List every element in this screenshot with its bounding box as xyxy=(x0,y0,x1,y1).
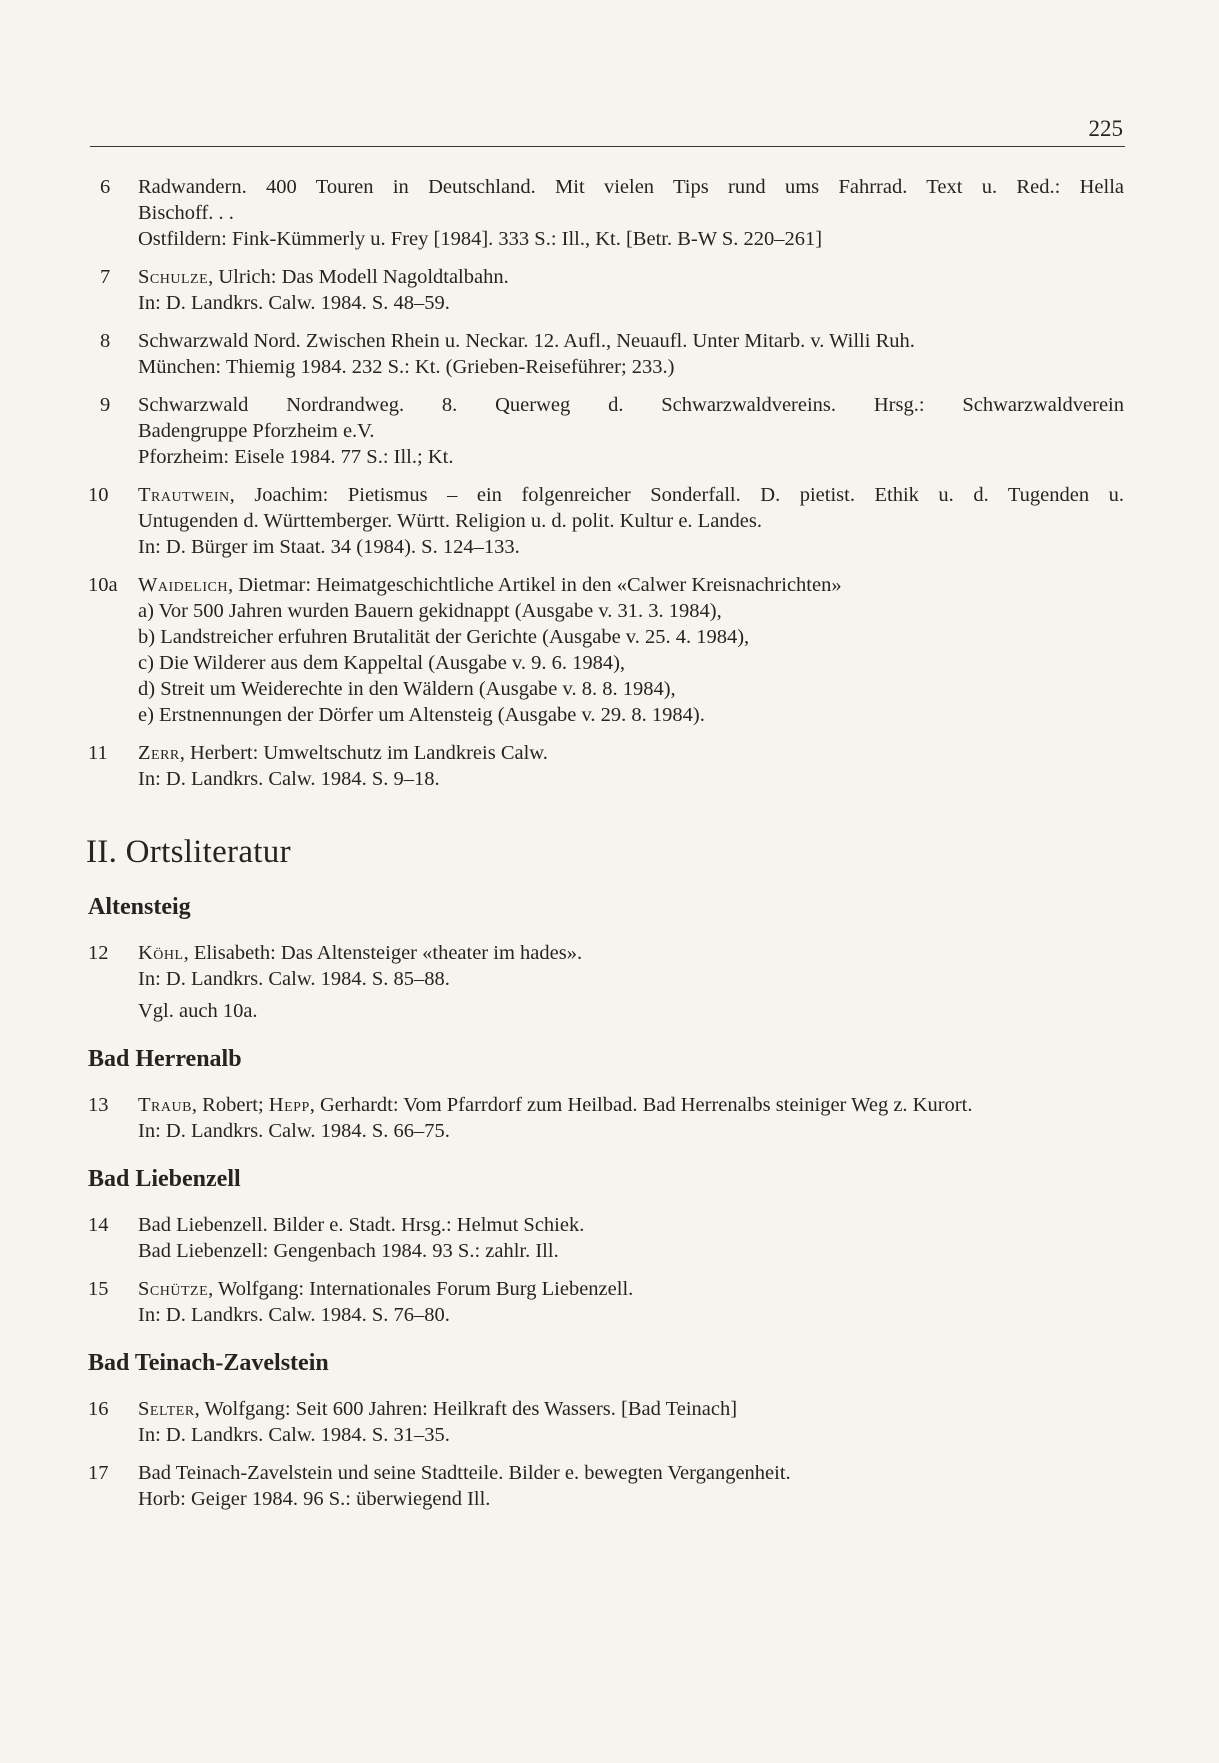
entry-17 xyxy=(84,1460,1124,1512)
header-rule xyxy=(90,146,1125,147)
entry-9 xyxy=(84,392,1124,470)
author-name: Zerr xyxy=(138,742,180,764)
place-heading-teinach: Bad Teinach-Zavelstein xyxy=(88,1350,329,1376)
entry-title: , Ulrich: Das Modell Nagoldtalbahn. xyxy=(208,266,509,288)
entry-line: In: D. Landkrs. Calw. 1984. S. 66–75. xyxy=(138,1120,450,1142)
entry-number: 14 xyxy=(88,1214,109,1236)
entry-line: Bischoff. . . xyxy=(138,202,234,224)
entry-number: 13 xyxy=(88,1094,109,1116)
bibliography-content xyxy=(84,174,1124,1524)
entry-line: Ostfildern: Fink-Kümmerly u. Frey [1984]. 333 S.: Ill., Kt. [Betr. B-W S. 220–261] xyxy=(138,228,823,250)
entry-line: Bad Liebenzell. Bilder e. Stadt. Hrsg.: Helmut Schiek. xyxy=(138,1214,585,1236)
entry-15 xyxy=(84,1276,1124,1328)
entry-line: Horb: Geiger 1984. 96 S.: überwiegend Ill. xyxy=(138,1488,491,1510)
entry-line: In: D. Landkrs. Calw. 1984. S. 9–18. xyxy=(138,768,440,790)
article-item: c) Die Wilderer aus dem Kappeltal (Ausgabe v. 9. 6. 1984), xyxy=(138,652,626,674)
author-name: Schulze xyxy=(138,266,209,288)
place-heading-altensteig: Altensteig xyxy=(88,894,191,920)
article-item: b) Landstreicher erfuhren Brutalität der Gerichte (Ausgabe v. 25. 4. 1984), xyxy=(138,626,750,648)
article-item: e) Erstnennungen der Dörfer um Altensteig (Ausgabe v. 29. 8. 1984). xyxy=(138,704,705,726)
entry-title: , Wolfgang: Seit 600 Jahren: Heilkraft des Wassers. [Bad Teinach] xyxy=(194,1398,738,1420)
entry-line: Schwarzwald Nordrandweg. 8. Querweg d. Schwarzwaldvereins. Hrsg.: Schwarzwaldverein xyxy=(138,394,1124,416)
entry-line: In: D. Landkrs. Calw. 1984. S. 85–88. xyxy=(138,968,450,990)
entry-number: 9 xyxy=(100,394,111,416)
entry-number: 10a xyxy=(88,574,118,596)
entry-line: Bad Liebenzell: Gengenbach 1984. 93 S.: zahlr. Ill. xyxy=(138,1240,559,1262)
entry-6 xyxy=(84,174,1124,252)
entry-line: In: D. Landkrs. Calw. 1984. S. 76–80. xyxy=(138,1304,450,1326)
entry-10a xyxy=(84,572,1124,728)
author-name: Hepp xyxy=(268,1094,310,1116)
entry-line: Schwarzwald Nord. Zwischen Rhein u. Neckar. 12. Aufl., Neuaufl. Unter Mitarb. v. Willi Ruh. xyxy=(138,330,915,352)
entry-12 xyxy=(84,940,1124,1024)
entry-number: 16 xyxy=(88,1398,109,1420)
entry-number: 15 xyxy=(88,1278,109,1300)
author-name: Selter xyxy=(138,1398,195,1420)
entry-number: 17 xyxy=(88,1462,109,1484)
entry-line: In: D. Bürger im Staat. 34 (1984). S. 124–133. xyxy=(138,536,520,558)
entry-line: Radwandern. 400 Touren in Deutschland. Mit vielen Tips rund ums Fahrrad. Text u. Red.: Hella xyxy=(138,176,1124,198)
article-item: d) Streit um Weiderechte in den Wäldern (Ausgabe v. 8. 8. 1984), xyxy=(138,678,676,700)
page-number: 225 xyxy=(1088,116,1123,141)
entry-number: 12 xyxy=(88,942,109,964)
entry-title: , Wolfgang: Internationales Forum Burg Liebenzell. xyxy=(208,1278,634,1300)
entry-11 xyxy=(84,740,1124,792)
entry-title: , Gerhardt: Vom Pfarrdorf zum Heilbad. Bad Herrenalbs steiniger Weg z. Kurort. xyxy=(309,1094,973,1116)
place-heading-herrenalb: Bad Herrenalb xyxy=(88,1046,242,1072)
entry-8 xyxy=(84,328,1124,380)
author-name: Traub xyxy=(138,1094,192,1116)
entry-title: , Herbert: Umweltschutz im Landkreis Calw. xyxy=(179,742,548,764)
entry-title: , Joachim: Pietismus – ein folgenreicher Sonderfall. D. pietist. Ethik u. d. Tugenden u. xyxy=(229,484,1124,506)
author-name: Trautwein xyxy=(138,484,230,506)
entry-title: , Elisabeth: Das Altensteiger «theater im hades». xyxy=(183,942,583,964)
author-name: Köhl xyxy=(138,942,184,964)
entry-10 xyxy=(84,482,1124,560)
entry-7 xyxy=(84,264,1124,316)
entry-line: Pforzheim: Eisele 1984. 77 S.: Ill.; Kt. xyxy=(138,446,454,468)
place-heading-liebenzell: Bad Liebenzell xyxy=(88,1166,241,1192)
cross-reference: Vgl. auch 10a. xyxy=(138,1000,258,1022)
entry-line: Bad Teinach-Zavelstein und seine Stadtteile. Bilder e. bewegten Vergangenheit. xyxy=(138,1462,791,1484)
entry-line: Badengruppe Pforzheim e.V. xyxy=(138,420,375,442)
entry-14 xyxy=(84,1212,1124,1264)
entry-number: 6 xyxy=(100,176,111,198)
entry-13 xyxy=(84,1092,1124,1144)
entry-title: , Dietmar: Heimatgeschichtliche Artikel in den «Calwer Kreisnachrichten» xyxy=(227,574,842,596)
entry-number: 8 xyxy=(100,330,111,352)
entry-number: 7 xyxy=(100,266,111,288)
entry-16 xyxy=(84,1396,1124,1448)
entry-line: Untugenden d. Württemberger. Württ. Religion u. d. polit. Kultur e. Landes. xyxy=(138,510,762,532)
entry-line: In: D. Landkrs. Calw. 1984. S. 48–59. xyxy=(138,292,450,314)
author-name: Waidelich xyxy=(138,574,228,596)
entry-line: München: Thiemig 1984. 232 S.: Kt. (Grieben-Reiseführer; 233.) xyxy=(138,356,675,378)
article-item: a) Vor 500 Jahren wurden Bauern gekidnappt (Ausgabe v. 31. 3. 1984), xyxy=(138,600,722,622)
author-name: Schütze xyxy=(138,1278,209,1300)
entry-line: In: D. Landkrs. Calw. 1984. S. 31–35. xyxy=(138,1424,450,1446)
entry-number: 11 xyxy=(88,742,108,764)
entry-number: 10 xyxy=(88,484,109,506)
section-title: II. Ortsliteratur xyxy=(86,834,291,870)
entry-title: , Robert; xyxy=(191,1094,269,1116)
